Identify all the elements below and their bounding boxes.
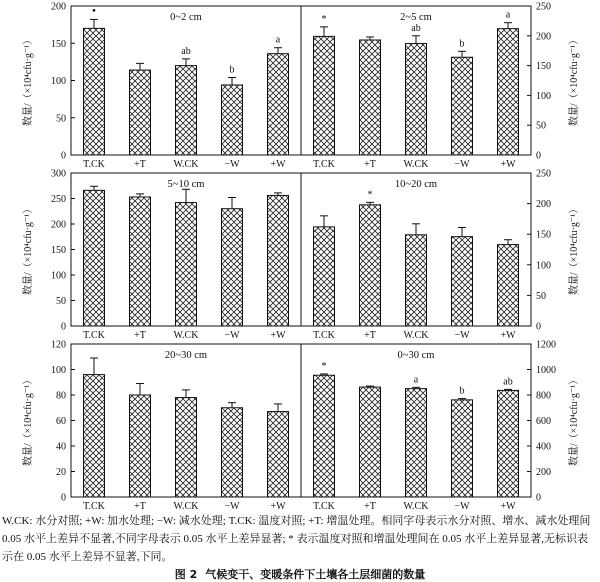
bar	[406, 44, 427, 155]
bar	[222, 85, 243, 155]
caption-number: 图 2	[174, 568, 198, 581]
bar	[268, 412, 289, 497]
bar	[452, 400, 473, 497]
y-tick-label: 0	[61, 150, 66, 162]
x-tick-label: +T	[134, 159, 146, 170]
x-tick-label: +W	[500, 501, 516, 510]
panel-title: 2~5 cm	[400, 12, 432, 23]
y-tick-label: 20	[56, 467, 66, 478]
x-tick-label: +W	[270, 330, 286, 341]
y-tick-label: 0	[536, 492, 541, 504]
y-tick-label: 150	[51, 245, 66, 256]
significance-label: b	[229, 64, 235, 76]
x-tick-label: −W	[224, 330, 240, 341]
bar	[360, 205, 381, 326]
x-tick-label: W.CK	[173, 330, 199, 341]
y-tick-label: 50	[536, 120, 546, 132]
y-tick-label: 150	[536, 229, 551, 241]
x-tick-label: −W	[224, 159, 240, 170]
bar	[314, 227, 335, 326]
panel-4	[301, 169, 580, 342]
x-tick-label: +W	[270, 159, 286, 170]
bar	[222, 408, 243, 497]
x-tick-label: −W	[454, 159, 470, 170]
x-tick-label: +W	[500, 159, 516, 170]
panel-6	[301, 340, 580, 511]
y-tick-label: 250	[536, 1, 551, 13]
x-tick-label: T.CK	[83, 159, 105, 170]
significance-label: ab	[411, 22, 421, 34]
y-tick-label: 0	[61, 492, 66, 504]
panel-3	[21, 169, 301, 342]
y-tick-label: 800	[536, 390, 551, 402]
bar	[452, 237, 473, 326]
y-tick-label: 200	[51, 1, 66, 13]
y-tick-label: 1000	[536, 365, 556, 376]
y-tick-label: 200	[536, 31, 551, 43]
y-axis-label: 数量/（×10⁴cfu·g⁻¹）	[23, 374, 34, 467]
bar	[498, 29, 519, 155]
y-tick-label: 0	[61, 321, 66, 333]
y-axis-label: 数量/（×10⁴cfu·g⁻¹）	[569, 203, 580, 296]
bar	[314, 36, 335, 155]
bar	[84, 28, 105, 155]
bar	[84, 375, 105, 497]
significance-label: b	[459, 38, 465, 50]
x-tick-label: +T	[134, 330, 146, 341]
x-tick-label: −W	[224, 501, 240, 510]
y-axis-label: 数量/（×10⁴cfu·g⁻¹）	[23, 203, 34, 296]
significance-label: ab	[181, 45, 191, 57]
bar	[452, 57, 473, 155]
y-tick-label: 200	[51, 219, 66, 231]
x-tick-label: +W	[500, 330, 516, 341]
y-tick-label: 50	[536, 290, 546, 302]
y-axis-label: 数量/（×10⁴cfu·g⁻¹）	[569, 374, 580, 467]
significance-label: a	[505, 9, 511, 21]
x-tick-label: T.CK	[313, 159, 335, 170]
bar	[268, 54, 289, 155]
x-tick-label: T.CK	[83, 330, 105, 341]
x-tick-label: W.CK	[173, 159, 199, 170]
x-tick-label: +T	[134, 501, 146, 510]
x-tick-label: W.CK	[173, 501, 199, 510]
bar	[314, 375, 335, 497]
y-axis-label: 数量/（×10⁴cfu·g⁻¹）	[23, 34, 34, 127]
bar	[176, 66, 197, 155]
panel-title: 0~30 cm	[397, 350, 435, 361]
y-tick-label: 600	[536, 416, 551, 427]
figure-footnote: W.CK: 水分对照; +W: 加水处理; −W: 减水处理; T.CK: 温度对照; +T: 增温处理。相同字母表示水分对照、增水、减水处理间 0.05 水平上差异不显著,不同字母表示 0.05 水平上差异显著; * 表示温度对照和增温处理间在 0.05 水平上差异显著,无标识表示在 0.05 水平上差异不显著,下同。	[2, 515, 591, 563]
y-tick-label: 50	[56, 296, 66, 307]
y-tick-label: 100	[51, 76, 66, 87]
panel-5	[21, 340, 301, 511]
x-tick-label: +W	[270, 501, 286, 510]
y-tick-label: 60	[56, 416, 66, 427]
x-tick-label: T.CK	[83, 501, 105, 510]
y-tick-label: 100	[536, 90, 551, 102]
y-tick-label: 40	[56, 441, 66, 453]
significance-label: *	[321, 360, 327, 372]
caption-text: 气候变干、变暖条件下土壤各土层细菌的数量	[205, 568, 426, 581]
y-tick-label: 200	[536, 199, 551, 211]
x-tick-label: W.CK	[403, 501, 429, 510]
panel-title: 5~10 cm	[167, 179, 205, 190]
bar	[360, 387, 381, 497]
y-axis-label: 数量/（×10⁴cfu·g⁻¹）	[569, 34, 580, 127]
y-tick-label: 120	[51, 339, 66, 351]
bar	[406, 235, 427, 326]
bar	[406, 389, 427, 497]
y-tick-label: 100	[536, 260, 551, 272]
bar	[498, 390, 519, 497]
bar	[130, 395, 151, 497]
x-tick-label: −W	[454, 330, 470, 341]
y-tick-label: 100	[51, 365, 66, 376]
bar	[130, 197, 151, 326]
panel-1	[21, 2, 301, 171]
y-tick-label: 0	[536, 150, 541, 162]
bar	[176, 203, 197, 326]
bar	[498, 245, 519, 326]
y-tick-label: 300	[51, 168, 66, 180]
x-tick-label: −W	[454, 501, 470, 510]
x-tick-label: +T	[364, 159, 376, 170]
x-tick-label: T.CK	[313, 330, 335, 341]
panel-2	[301, 2, 580, 171]
bar	[84, 190, 105, 326]
y-tick-label: 400	[536, 441, 551, 453]
y-tick-label: 150	[51, 38, 66, 50]
significance-label: *	[367, 189, 373, 201]
bar	[222, 209, 243, 326]
significance-label: a	[413, 374, 419, 386]
y-tick-label: 200	[536, 467, 551, 478]
panel-title: 20~30 cm	[164, 350, 208, 361]
y-tick-label: 80	[56, 390, 66, 402]
y-tick-label: 250	[51, 194, 66, 205]
x-tick-label: T.CK	[313, 501, 335, 510]
bar	[268, 195, 289, 326]
x-tick-label: +T	[364, 330, 376, 341]
panel-title: 0~2 cm	[170, 12, 202, 23]
y-tick-label: 1200	[536, 339, 556, 351]
x-tick-label: +T	[364, 501, 376, 510]
y-tick-label: 0	[536, 321, 541, 333]
significance-label: *	[321, 13, 327, 25]
significance-label: b	[459, 385, 465, 397]
bar	[130, 70, 151, 155]
figure-caption	[0, 566, 600, 582]
y-tick-label: 250	[536, 168, 551, 180]
bar	[360, 40, 381, 155]
y-tick-label: 50	[56, 113, 66, 125]
significance-label: •	[91, 3, 97, 18]
x-tick-label: W.CK	[403, 330, 429, 341]
bar	[176, 398, 197, 497]
panel-title: 10~20 cm	[394, 179, 438, 190]
y-tick-label: 150	[536, 61, 551, 73]
y-tick-label: 100	[51, 270, 66, 282]
x-tick-label: W.CK	[403, 159, 429, 170]
significance-label: a	[275, 34, 281, 46]
significance-label: ab	[503, 376, 513, 388]
